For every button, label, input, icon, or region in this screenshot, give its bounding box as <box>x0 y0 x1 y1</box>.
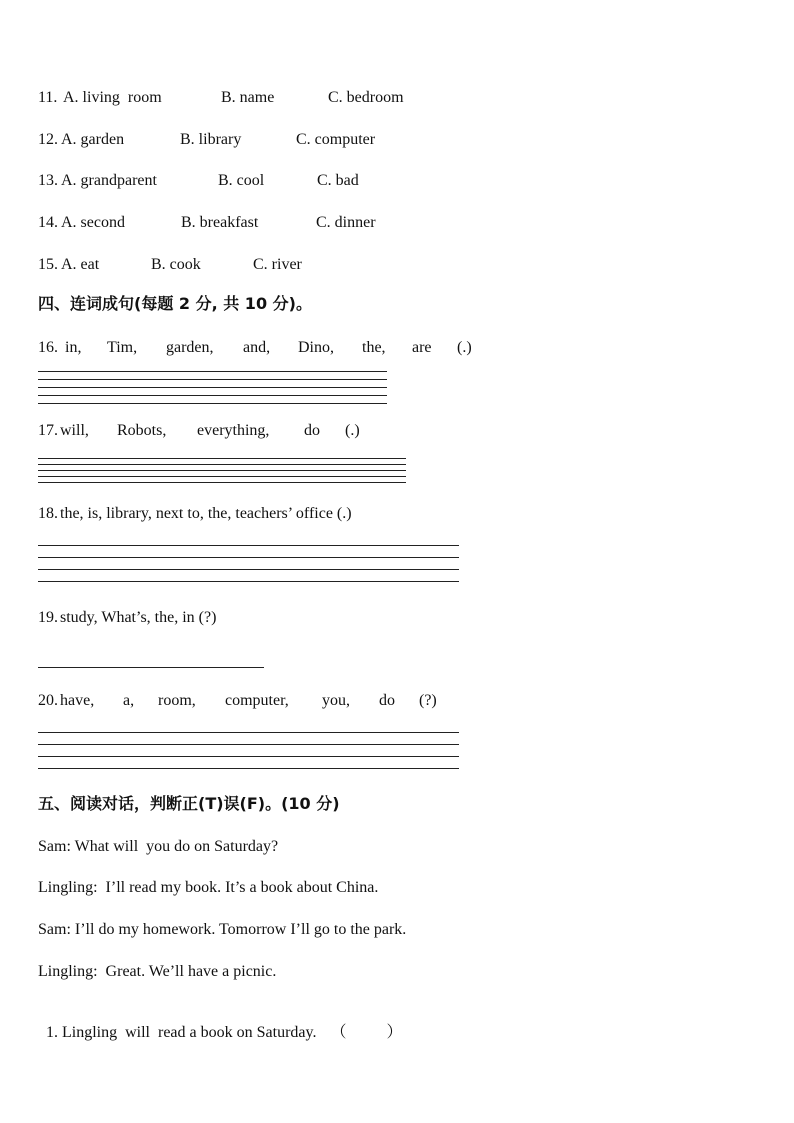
word: (.) <box>457 339 472 356</box>
word: computer, <box>225 692 289 709</box>
answer-line <box>38 403 387 404</box>
answer-line <box>38 557 459 558</box>
question-text: study, What’s, the, in (?) <box>60 609 217 626</box>
option-c: C. dinner <box>316 214 376 231</box>
question-number: 11. <box>38 89 58 106</box>
question-number: 18. <box>38 505 58 522</box>
answer-line[interactable] <box>38 732 459 733</box>
answer-line <box>38 395 387 396</box>
answer-line <box>38 569 459 570</box>
word: Tim, <box>107 339 138 356</box>
option-c: C. bedroom <box>328 89 404 106</box>
option-b: B. breakfast <box>181 214 259 231</box>
word: (?) <box>419 692 437 709</box>
dialogue-line: Sam: I’ll do my homework. Tomorrow I’ll go to the park. <box>38 921 407 938</box>
word: have, <box>60 692 95 709</box>
word: are <box>412 339 432 356</box>
dialogue-line: Lingling: I’ll read my book. It’s a book about China. <box>38 879 379 896</box>
answer-line <box>38 387 387 388</box>
option-c: C. computer <box>296 131 376 148</box>
option-c: C. river <box>253 256 302 273</box>
section-4-title: 四、连词成句(每题 2 分, 共 10 分)。 <box>38 294 312 313</box>
word: Robots, <box>117 422 167 439</box>
word: and, <box>243 339 271 356</box>
word: do <box>304 422 320 439</box>
option-a: A. living room <box>63 89 162 106</box>
question-number: 13. <box>38 172 58 189</box>
word: will, <box>60 422 89 439</box>
question-number: 15. <box>38 256 58 273</box>
answer-blank[interactable]: （ ） <box>330 1024 403 1041</box>
question-number: 17. <box>38 422 58 439</box>
word: Dino, <box>298 339 334 356</box>
word: in, <box>65 339 82 356</box>
answer-line[interactable] <box>38 371 387 372</box>
question-number: 14. <box>38 214 58 231</box>
word: the, <box>362 339 386 356</box>
answer-line[interactable] <box>38 458 406 459</box>
answer-line <box>38 482 406 483</box>
answer-line <box>38 464 406 465</box>
word: you, <box>322 692 350 709</box>
question-number: 12. <box>38 131 58 148</box>
answer-line <box>38 744 459 745</box>
option-b: B. cook <box>151 256 201 273</box>
answer-line[interactable] <box>38 667 264 668</box>
dialogue-line: Sam: What will you do on Saturday? <box>38 838 279 855</box>
dialogue-line: Lingling: Great. We’ll have a picnic. <box>38 963 277 980</box>
answer-line <box>38 768 459 769</box>
option-b: B. name <box>221 89 275 106</box>
option-b: B. library <box>180 131 242 148</box>
word: a, <box>123 692 135 709</box>
word: everything, <box>197 422 270 439</box>
word: (.) <box>345 422 360 439</box>
judge-item <box>38 1003 402 1043</box>
question-text: the, is, library, next to, the, teachers’ office (.) <box>60 505 352 522</box>
answer-line <box>38 476 406 477</box>
option-a: A. eat <box>61 256 100 273</box>
answer-line[interactable] <box>38 545 459 546</box>
question-number: 19. <box>38 609 58 626</box>
word: room, <box>158 692 196 709</box>
question-number: 20. <box>38 692 58 709</box>
option-a: A. second <box>61 214 125 231</box>
answer-line <box>38 379 387 380</box>
judge-statement: 1. Lingling will read a book on Saturday. <box>46 1024 317 1041</box>
answer-line <box>38 470 406 471</box>
section-5-title: 五、阅读对话，判断正(T)误(F)。(10 分) <box>38 794 340 813</box>
answer-line <box>38 756 459 757</box>
question-number: 16. <box>38 339 58 356</box>
option-a: A. garden <box>61 131 125 148</box>
answer-line <box>38 581 459 582</box>
option-a: A. grandparent <box>61 172 157 189</box>
word: do <box>379 692 395 709</box>
option-b: B. cool <box>218 172 265 189</box>
option-c: C. bad <box>317 172 359 189</box>
word: garden, <box>166 339 214 356</box>
